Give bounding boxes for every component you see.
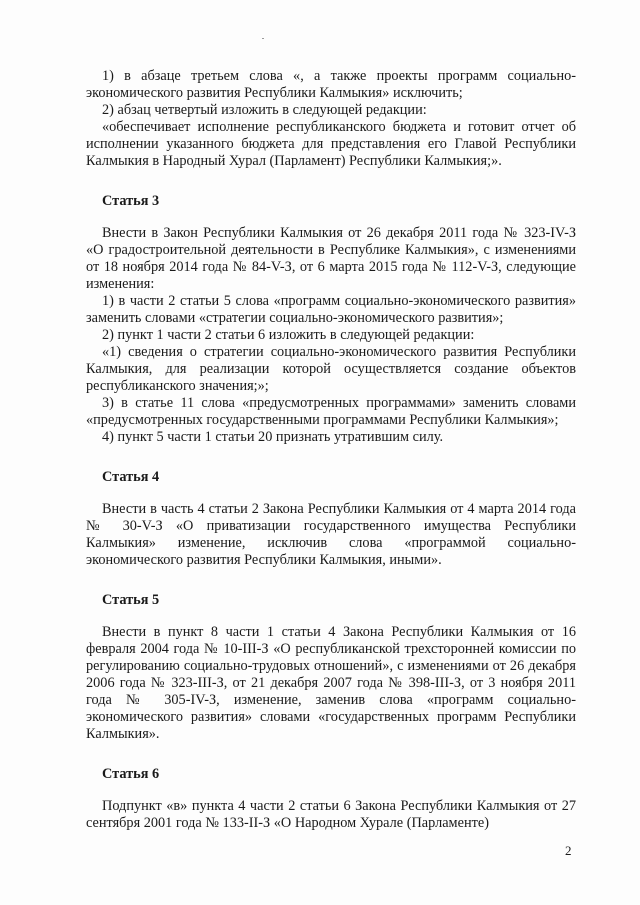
paragraph: Внести в пункт 8 части 1 статьи 4 Закона Республики Калмыкия от 16 февраля 2004 года № 10-III-З «О республиканской трехсторонней комиссии по регулированию социально-трудовых отношений», с изменениями от 26 декабря 2006 года № 323-III-З, от 21 декабря 2007 года № 398-III-З, от 3 ноября 2011 года № 305-IV-З, изменение, заменив слова «программ социально-экономического развития» словами «государственных программ Республики Калмыкия». [86,624,576,742]
paragraph: Внести в Закон Республики Калмыкия от 26 декабря 2011 года № 323-IV-З «О градостроительной деятельности в Республике Калмыкия», с изменениями от 18 ноября 2014 года № 84-V-З, от 6 марта 2015 года № 112-V-З, следующие изменения: [86,225,576,292]
paragraph: 2) абзац четвертый изложить в следующей редакции: [102,102,427,118]
page-number: 2 [565,843,572,858]
paragraph: 1) в части 2 статьи 5 слова «программ социально-экономического развития» заменить словами «стратегии социально-экономического развития»; [86,293,576,326]
article-4-heading: Статья 4 [102,469,160,485]
scan-speck [262,38,264,39]
paragraph: 4) пункт 5 части 1 статьи 20 признать утратившим силу. [102,429,444,445]
document-body [86,68,576,832]
article-6-heading: Статья 6 [102,766,160,782]
article-3-heading: Статья 3 [102,193,160,209]
paragraph: Подпункт «в» пункта 4 части 2 статьи 6 Закона Республики Калмыкия от 27 сентября 2001 года № 133-II-З «О Народном Хурале (Парламенте) [86,798,576,831]
paragraph: Внести в часть 4 статьи 2 Закона Республики Калмыкия от 4 марта 2014 года № 30-V-З «О приватизации государственного имущества Республики Калмыкия» изменение, исключив слова «программой социально-экономического развития Республики Калмыкия, иными». [86,501,576,568]
paragraph: «1) сведения о стратегии социально-экономического развития Республики Калмыкия, для реализации которой осуществляется создание объектов республиканского значения;»; [86,344,576,394]
paragraph: 3) в статье 11 слова «предусмотренных программами» заменить словами «предусмотренных государственными программами Республики Калмыкия»; [86,395,576,428]
article-5-heading: Статья 5 [102,592,160,608]
paragraph: «обеспечивает исполнение республиканского бюджета и готовит отчет об исполнении указанного бюджета для представления его Главой Республики Калмыкия в Народный Хурал (Парламент) Республики Калмыкия;». [86,119,576,169]
paragraph: 1) в абзаце третьем слова «, а также проекты программ социально-экономического развития Республики Калмыкия» исключить; [86,68,576,101]
paragraph: 2) пункт 1 части 2 статьи 6 изложить в следующей редакции: [102,327,475,343]
